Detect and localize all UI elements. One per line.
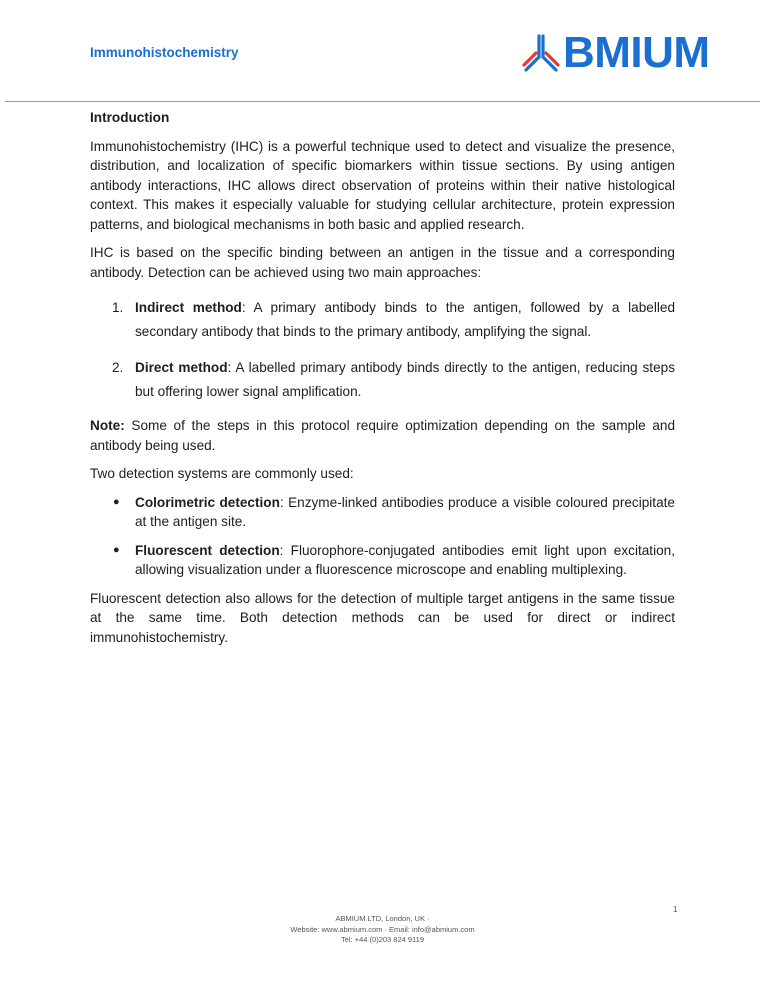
closing-paragraph: Fluorescent detection also allows for the detection of multiple target antigens in the same tissue at the same time. Both detection methods can be used for direct or indirect immunohistochemistry. — [90, 590, 675, 645]
system-description: : Fluorophore-conjugated antibodies emit light upon excitation, allowing visualization under a fluorescence microscope and enabling multiplexing. — [135, 542, 675, 577]
list-item — [90, 296, 675, 343]
list-item — [90, 356, 675, 403]
method-description: : A labelled primary antibody binds directly to the antigen, reducing steps but offering lower signal amplification. — [135, 360, 675, 399]
brand-name: BMIUM — [563, 28, 710, 77]
note-paragraph — [90, 416, 675, 455]
antibody-icon — [522, 33, 562, 73]
intro-paragraph: Immunohistochemistry (IHC) is a powerful technique used to detect and visualize the presence, distribution, and localization of specific biomarkers within tissue sections. By using antigen antibody interactions, IHC allows direct observation of proteins within their native histological context. This makes it especially valuable for studying cellular architecture, protein expression patterns, and biological mechanisms in both basic and applied research. — [90, 138, 675, 232]
method-description: : A primary antibody binds to the antigen, followed by a labelled secondary antibody that binds to the primary antibody, amplifying the signal. — [135, 300, 675, 339]
header-divider — [5, 101, 760, 102]
document-body — [90, 108, 675, 656]
method-term: Direct method — [135, 360, 228, 375]
brand-logo — [522, 28, 710, 77]
detection-systems-list — [90, 493, 675, 580]
document-title: Immunohistochemistry — [90, 45, 239, 60]
system-term: Colorimetric detection — [135, 494, 280, 510]
basis-paragraph: IHC is based on the specific binding between an antigen in the tissue and a corresponding antibody. Detection can be achieved using two main approaches: — [90, 245, 675, 280]
page-number: 1 — [673, 905, 678, 914]
note-text: Some of the steps in this protocol require optimization depending on the sample and antibody being used. — [90, 418, 675, 453]
footer-phone: Tel: +44 (0)203 824 9119 — [340, 935, 425, 944]
footer-company: ABMIUM LTD, London, UK · — [335, 914, 430, 923]
method-term: Indirect method — [135, 300, 242, 315]
list-item — [90, 541, 675, 580]
list-number: 2. — [112, 360, 124, 375]
methods-list — [90, 296, 675, 403]
list-number: 1. — [112, 300, 124, 315]
system-description: : Enzyme-linked antibodies produce a visible coloured precipitate at the antigen site. — [135, 494, 675, 529]
bullet-icon: ● — [113, 495, 120, 508]
footer-contact: Website: www.abmium.com · Email: info@abmium.com — [290, 924, 475, 934]
note-label: Note: — [90, 418, 125, 433]
list-item — [90, 493, 675, 532]
system-term: Fluorescent detection — [135, 542, 280, 558]
bullet-icon: ● — [113, 543, 120, 556]
systems-intro: Two detection systems are commonly used: — [90, 466, 354, 481]
page-footer — [0, 914, 765, 946]
section-heading: Introduction — [90, 110, 170, 125]
